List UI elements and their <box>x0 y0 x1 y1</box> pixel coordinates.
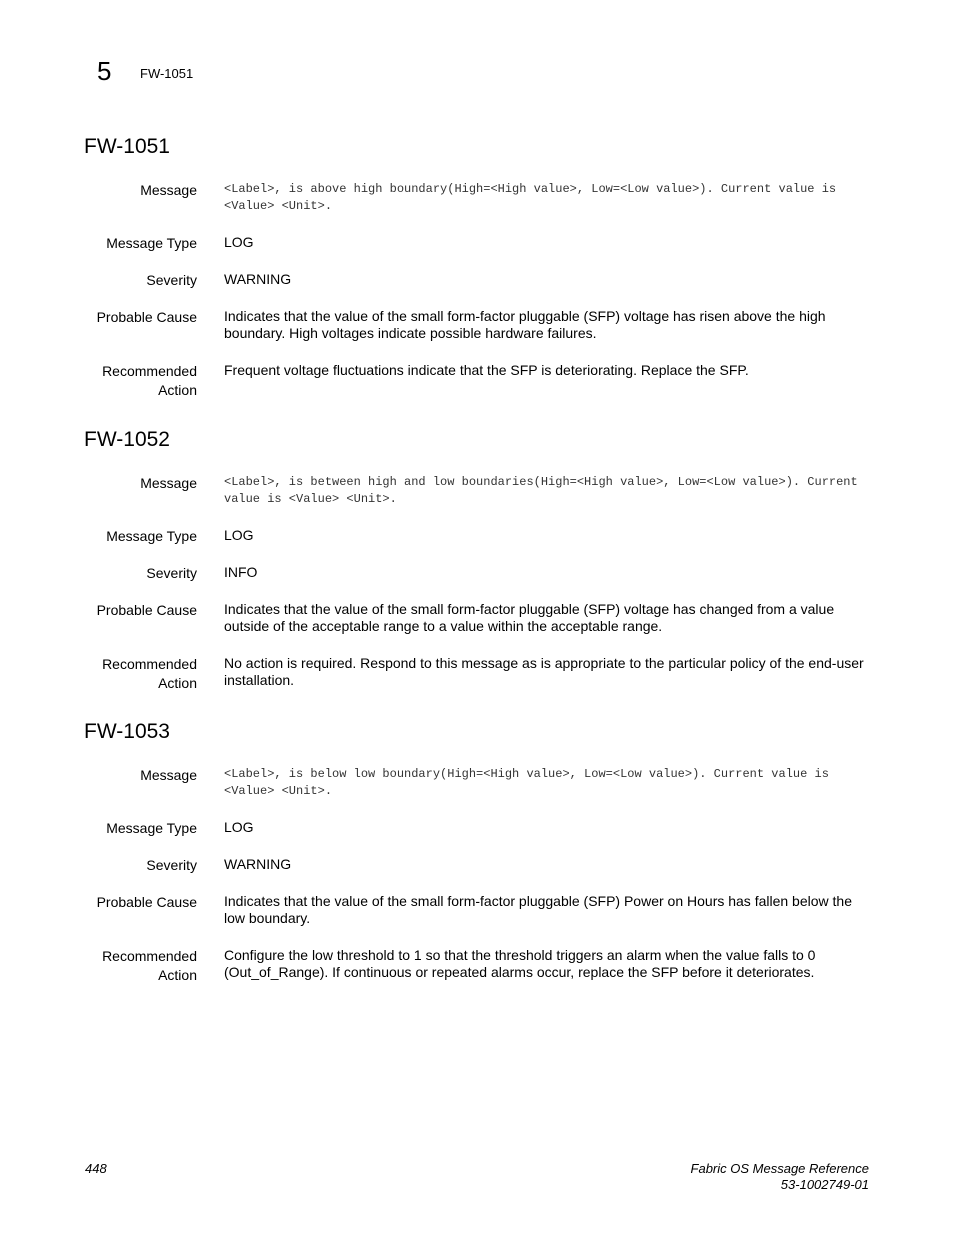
recommended-action-label-line1: Recommended <box>102 656 197 672</box>
section-title: FW-1053 <box>84 720 170 743</box>
document-info <box>691 1161 869 1193</box>
severity-label: Severity <box>146 565 197 581</box>
recommended-action-label <box>57 947 197 985</box>
severity-value: WARNING <box>224 856 292 872</box>
message-type-value: LOG <box>224 234 254 250</box>
message-type-label: Message Type <box>106 235 197 251</box>
message-type-label: Message Type <box>106 820 197 836</box>
probable-cause-label: Probable Cause <box>96 602 197 618</box>
recommended-action-value: No action is required. Respond to this message as is appropriate to the particular policy of the end-user installation. <box>224 655 864 688</box>
recommended-action-label-line1: Recommended <box>102 363 197 379</box>
document-number: 53-1002749-01 <box>780 1177 869 1192</box>
section-title: FW-1051 <box>84 135 170 158</box>
message-label: Message <box>140 475 197 491</box>
message-type-value: LOG <box>224 819 254 835</box>
message-value: <Label>, is below low boundary(High=<High value>, Low=<Low value>). Current value is <Value> <Unit>. <box>224 767 829 798</box>
recommended-action-label-line2: Action <box>158 967 197 983</box>
severity-label: Severity <box>146 857 197 873</box>
severity-value: INFO <box>224 564 258 580</box>
recommended-action-label <box>57 655 197 693</box>
probable-cause-value: Indicates that the value of the small form-factor pluggable (SFP) Power on Hours has fallen below the low boundary. <box>224 893 852 926</box>
probable-cause-label: Probable Cause <box>96 894 197 910</box>
probable-cause-value: Indicates that the value of the small form-factor pluggable (SFP) voltage has changed from a value outside of the acceptable range to a value within the acceptable range. <box>224 601 835 634</box>
recommended-action-label-line2: Action <box>158 675 197 691</box>
message-label: Message <box>140 182 197 198</box>
message-value: <Label>, is between high and low boundaries(High=<High value>, Low=<Low value>). Current value is <Value> <Unit>. <box>224 475 858 506</box>
message-value: <Label>, is above high boundary(High=<High value>, Low=<Low value>). Current value is <Value> <Unit>. <box>224 182 837 213</box>
running-title: FW-1051 <box>140 66 194 81</box>
chapter-number: 5 <box>97 56 112 86</box>
severity-label: Severity <box>146 272 197 288</box>
recommended-action-label <box>57 362 197 400</box>
document-title: Fabric OS Message Reference <box>690 1161 869 1176</box>
recommended-action-value: Configure the low threshold to 1 so that the threshold triggers an alarm when the value falls to 0 (Out_of_Range). If continuous or repeated alarms occur, replace the SFP before it deteriorates. <box>224 947 816 980</box>
probable-cause-value: Indicates that the value of the small form-factor pluggable (SFP) voltage has risen above the high boundary. High voltages indicate possible hardware failures. <box>224 308 826 341</box>
recommended-action-label-line1: Recommended <box>102 948 197 964</box>
page-number: 448 <box>85 1161 107 1176</box>
recommended-action-label-line2: Action <box>158 382 197 398</box>
section-title: FW-1052 <box>84 428 170 451</box>
recommended-action-value: Frequent voltage fluctuations indicate that the SFP is deteriorating. Replace the SFP. <box>224 362 749 378</box>
message-type-value: LOG <box>224 527 254 543</box>
severity-value: WARNING <box>224 271 292 287</box>
message-label: Message <box>140 767 197 783</box>
message-type-label: Message Type <box>106 528 197 544</box>
probable-cause-label: Probable Cause <box>96 309 197 325</box>
